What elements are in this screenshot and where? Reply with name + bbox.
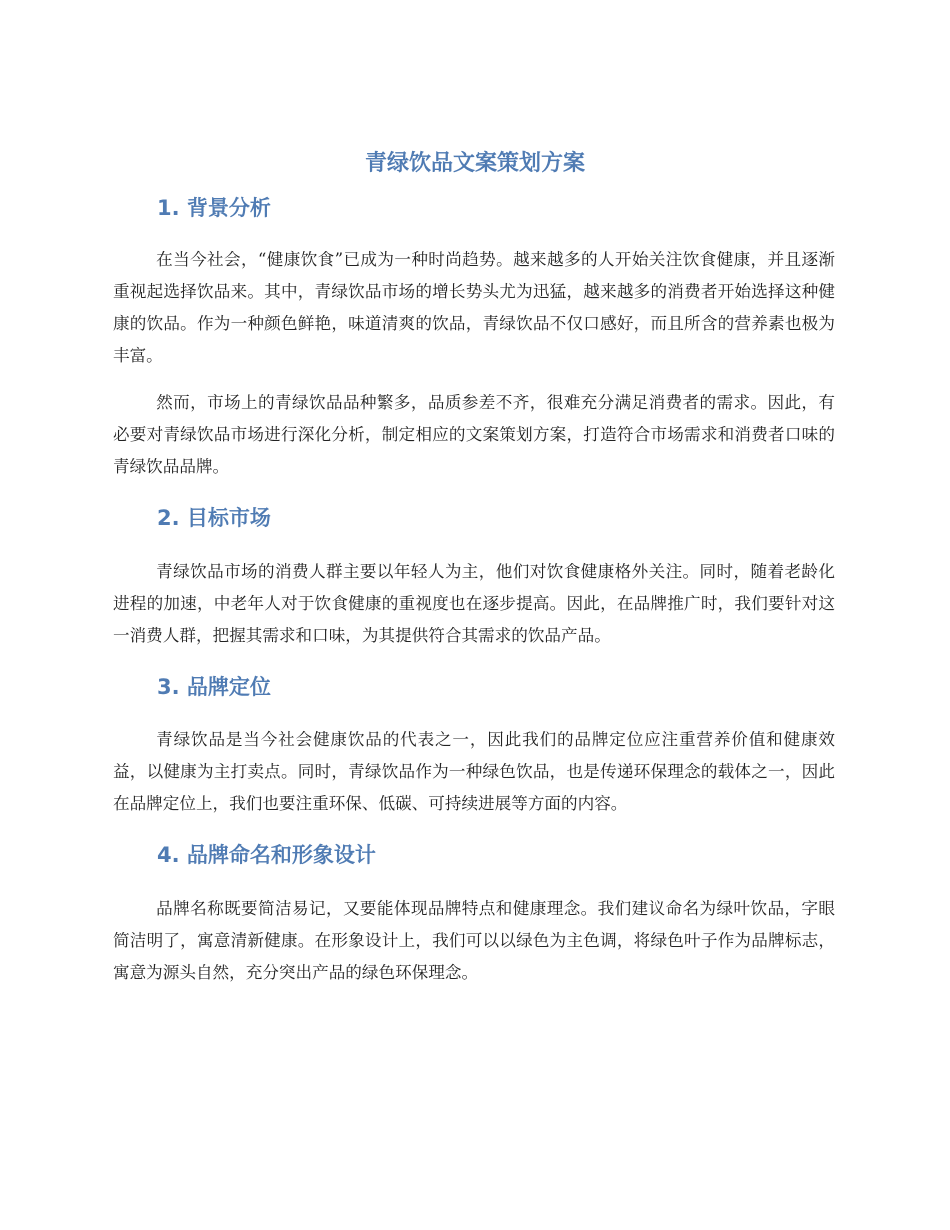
document-title: 青绿饮品文案策划方案 bbox=[364, 151, 585, 176]
section-heading-target-market: 2. 目标市场 bbox=[157, 506, 271, 530]
paragraph-brand-positioning: 青绿饮品是当今社会健康饮品的代表之一，因此我们的品牌定位应注重营养价值和健康效益，以健康为主打卖点。同时，青绿饮品作为一种绿色饮品，也是传递环保理念的载体之一，因此在品牌定位上，我们也要注重环保、低碳、可持续进展等方面的内容。 bbox=[113, 730, 835, 813]
section-heading-brand-positioning: 3. 品牌定位 bbox=[157, 675, 271, 699]
section-heading-background: 1. 背景分析 bbox=[157, 196, 271, 220]
section-heading-brand-naming: 4. 品牌命名和形象设计 bbox=[157, 843, 376, 867]
paragraph-target-market: 青绿饮品市场的消费人群主要以年轻人为主，他们对饮食健康格外关注。同时，随着老龄化进程的加速，中老年人对于饮食健康的重视度也在逐步提高。因此，在品牌推广时，我们要针对这一消费人群，把握其需求和口味，为其提供符合其需求的饮品产品。 bbox=[113, 562, 835, 645]
paragraph-background-1: 在当今社会，“健康饮食”已成为一种时尚趋势。越来越多的人开始关注饮食健康，并且逐渐重视起选择饮品来。其中，青绿饮品市场的增长势头尤为迅猛，越来越多的消费者开始选择这种健康的饮品。作为一种颜色鲜艳，味道清爽的饮品，青绿饮品不仅口感好，而且所含的营养素也极为丰富。 bbox=[113, 250, 835, 365]
paragraph-background-2: 然而，市场上的青绿饮品品种繁多，品质参差不齐，很难充分满足消费者的需求。因此，有必要对青绿饮品市场进行深化分析，制定相应的文案策划方案，打造符合市场需求和消费者口味的青绿饮品品牌。 bbox=[113, 393, 835, 476]
paragraph-brand-naming: 品牌名称既要简洁易记，又要能体现品牌特点和健康理念。我们建议命名为绿叶饮品，字眼简洁明了，寓意清新健康。在形象设计上，我们可以以绿色为主色调，将绿色叶子作为品牌标志，寓意为源头自然，充分突出产品的绿色环保理念。 bbox=[113, 899, 835, 982]
